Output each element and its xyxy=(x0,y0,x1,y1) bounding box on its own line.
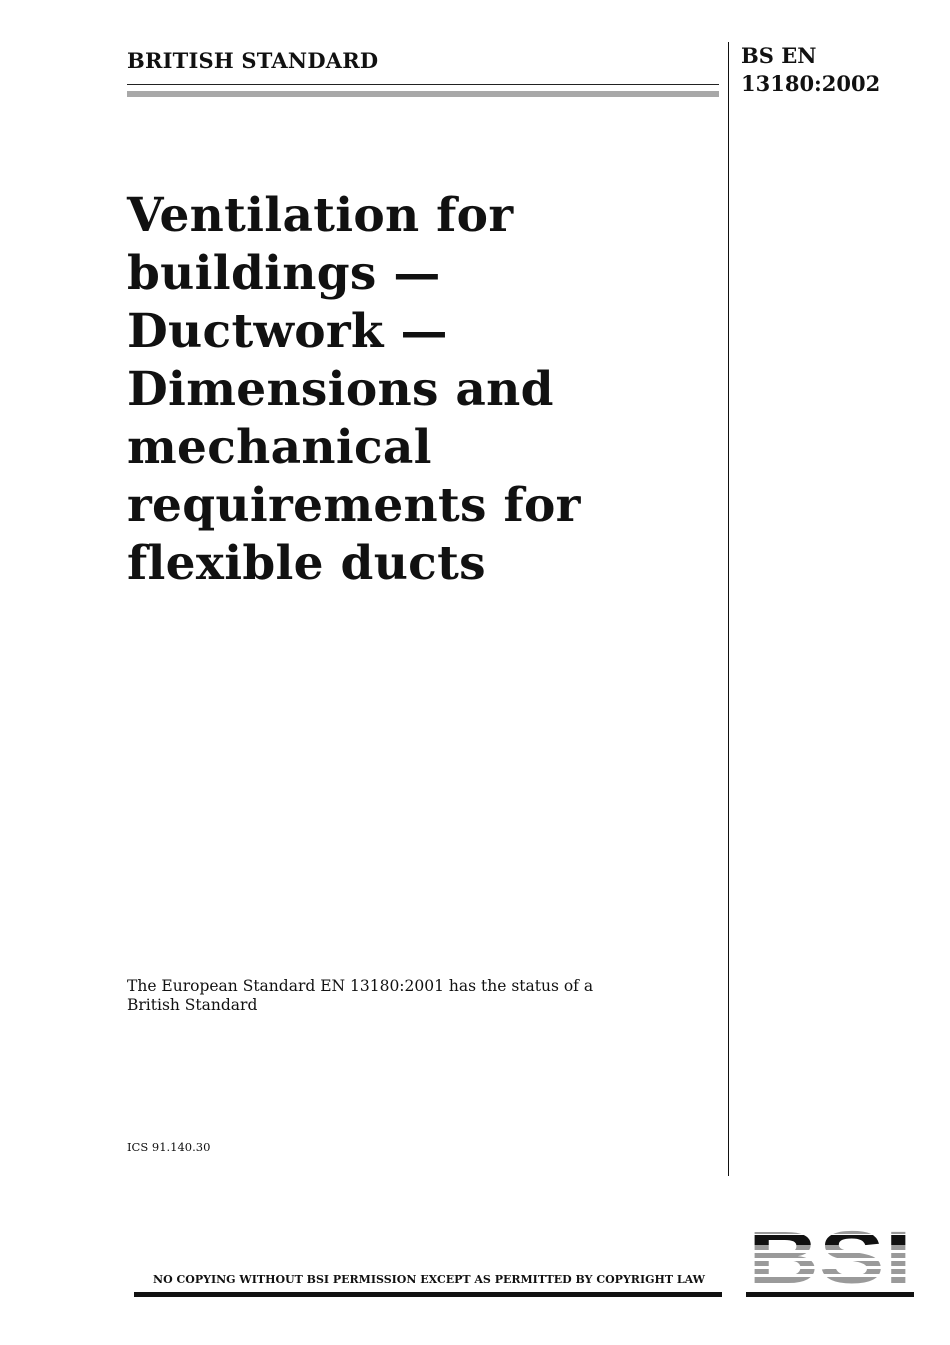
logo-underline xyxy=(746,1292,914,1297)
footer-bar xyxy=(134,1292,722,1297)
header-label: BRITISH STANDARD xyxy=(127,48,379,73)
standard-number-line-2: 13180:2002 xyxy=(741,71,881,96)
title-line: mechanical xyxy=(127,420,432,475)
vertical-divider xyxy=(728,42,729,1176)
standard-number-line-1: BS EN xyxy=(741,43,817,68)
copyright-notice: NO COPYING WITHOUT BSI PERMISSION EXCEPT AS PERMITTED BY COPYRIGHT LAW xyxy=(153,1273,705,1286)
title-line: buildings — xyxy=(127,246,441,301)
status-note xyxy=(127,977,593,1015)
ics-code: ICS 91.140.30 xyxy=(127,1140,211,1154)
title-line: Dimensions and xyxy=(127,362,554,417)
status-note-line-1: The European Standard EN 13180:2001 has the status of a xyxy=(127,977,594,995)
bsi-logo xyxy=(746,1221,914,1286)
standard-number xyxy=(741,42,880,98)
header-thin-rule xyxy=(127,84,719,85)
title-line: flexible ducts xyxy=(127,536,486,591)
status-note-line-2: British Standard xyxy=(127,996,258,1014)
document-title xyxy=(127,187,722,593)
title-line: requirements for xyxy=(127,478,581,533)
title-line: Ventilation for xyxy=(127,188,514,243)
title-line: Ductwork — xyxy=(127,304,448,359)
header-gray-rule xyxy=(127,91,719,97)
